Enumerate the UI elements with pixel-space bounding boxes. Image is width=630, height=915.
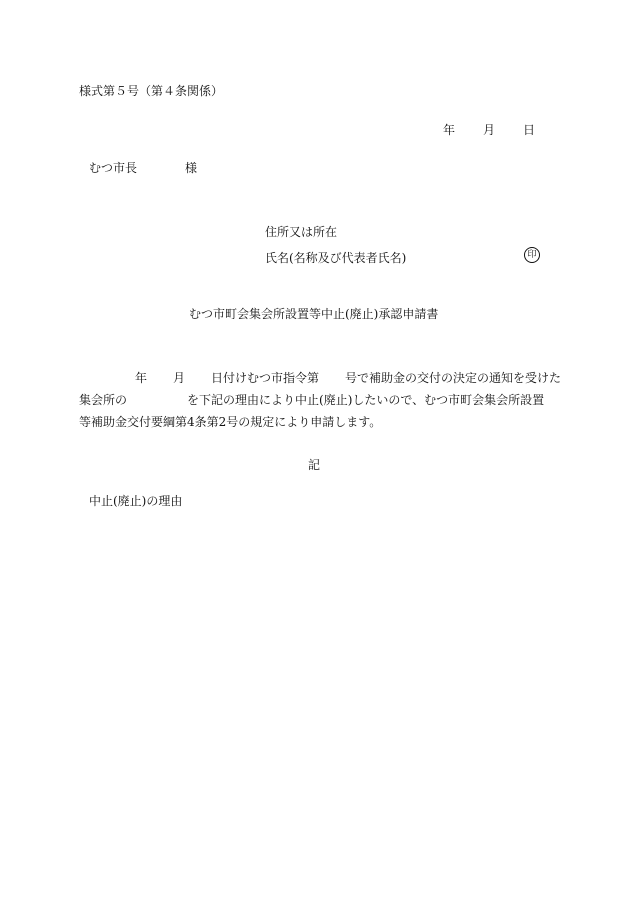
reason-label: 中止(廃止)の理由	[89, 494, 183, 508]
addressee	[89, 159, 197, 176]
document-title: むつ市町会集会所設置等中止(廃止)承認申請書	[189, 307, 439, 321]
ki-heading: 記	[308, 458, 321, 472]
addressee-honorific: 様	[185, 161, 198, 175]
body-paragraph	[79, 367, 562, 433]
name-label: 氏名(名称及び代表者氏名)	[265, 251, 407, 265]
form-number: 様式第５号（第４条関係）	[79, 84, 224, 98]
body-line-3: 等補助金交付要綱第4条第2号の規定により申請します。	[79, 415, 382, 429]
seal-mark: 印	[524, 247, 540, 263]
body-line-2: 集会所の を下記の理由により中止(廃止)したいので、むつ市町会集会所設置	[79, 393, 545, 407]
date-day: 日	[523, 123, 536, 137]
date-line	[443, 121, 535, 138]
address-label: 住所又は所在	[265, 225, 338, 239]
date-month: 月	[483, 123, 496, 137]
body-line-1: 年 月 日付けむつ市指令第 号で補助金の交付の決定の通知を受けた	[135, 371, 562, 385]
addressee-name: むつ市長	[89, 161, 138, 175]
date-year: 年	[443, 123, 456, 137]
